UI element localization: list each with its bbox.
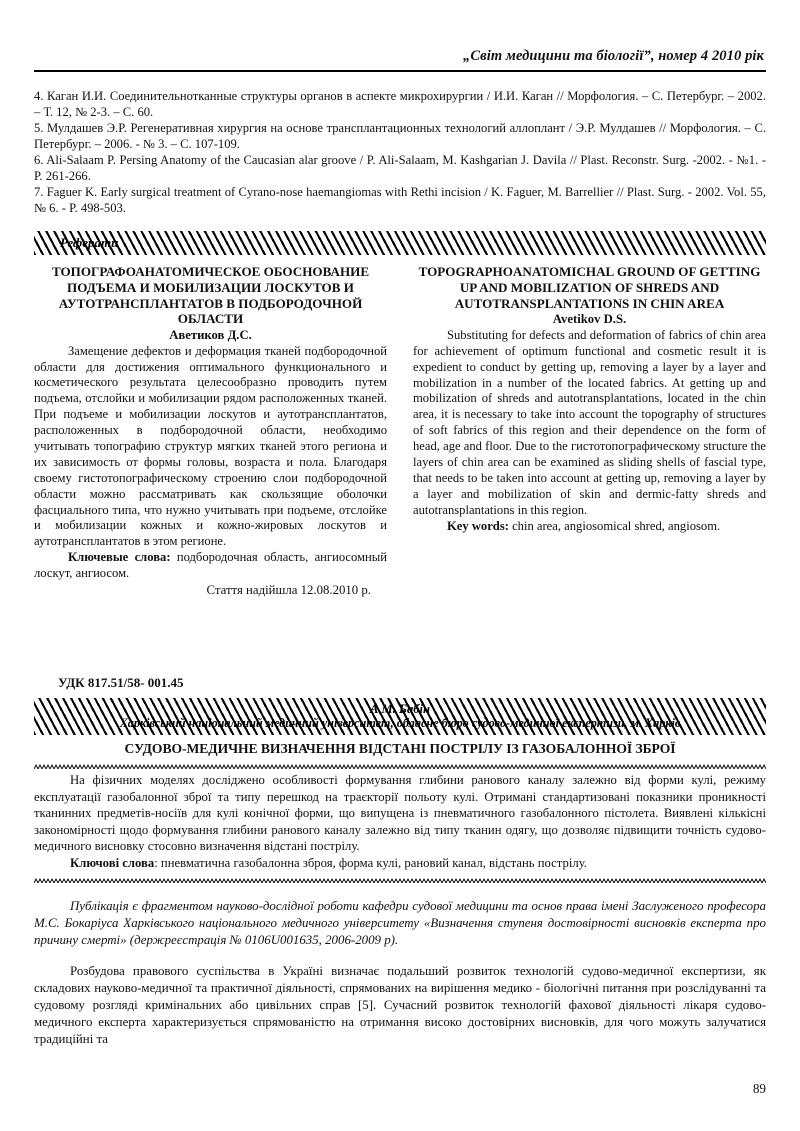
- article-author: А.М. Бабін: [369, 701, 431, 716]
- article-keywords-uk: [34, 855, 766, 872]
- article-title-uk: СУДОВО-МЕДИЧНЕ ВИЗНАЧЕННЯ ВІДСТАНІ ПОСТРІЛУ ІЗ ГАЗОБАЛОННОЇ ЗБРОЇ: [124, 741, 676, 757]
- abstract-keywords-en: [413, 519, 766, 535]
- abstract-author-ru: Аветиков Д.С.: [169, 327, 252, 342]
- article-affiliation: Харківський національний медичний університет, обласне бюро судово-медичної експертизи, м. Харків: [119, 716, 681, 731]
- running-head: „Світ медицини та біології”, номер 4 2010 рік: [463, 48, 764, 64]
- abstracts-section-band: [34, 231, 766, 255]
- keywords-label-en: Key words:: [447, 518, 509, 533]
- abstract-body-ru: Замещение дефектов и деформация тканей подбородочной области для достижения оптимального функционального и косметического результата целесообразно проводить путем подъема, отслойки и мобилизации рядом расположенных тканей. При подъеме и мобилизации лоскутов и аутотрансплантатов, расположенных в подбородочной области, необходимо учитывать топографию структур мягких тканей этого региона и их зависимость от формы головы, возраста и пола. Благодаря своему гистотопографическому строению слои подбородочной области можно рассматривать как скользящие оболочки фасциального типа, что нужно учитывать при подъеме, отслойке и мобилизации кожных и кожно-жировых лоскутов и аутотрансплантатов в этом регионе.: [34, 343, 387, 549]
- bilingual-abstract-block: [34, 264, 766, 598]
- reference-item: 6. Ali-Salaam P. Persing Anatomy of the Caucasian alar groove / P. Ali-Salaam, M. Kashgarian J. Davila // Plast. Reconstr. Surg. -2002. - №1. - Р. 261-266.: [34, 153, 766, 183]
- reference-item: 7. Faguer K. Early surgical treatment of Cyrano-nose haemangiomas with Rethi incision / K. Faguer, M. Barrellier // Plast. Surg. - 2002. Vol. 55, № 6. - Р. 498-503.: [34, 185, 766, 216]
- keywords-label-uk: Ключові слова: [70, 855, 155, 870]
- reference-list: [34, 89, 766, 217]
- keywords-value-en: chin area, angiosomical shred, angiosom.: [508, 518, 721, 533]
- abstract-column-english: [413, 264, 766, 598]
- udc-code: УДК 817.51/58- 001.45: [58, 675, 184, 691]
- abstracts-band-label: Реферати: [60, 234, 119, 250]
- keywords-label-ru: Ключевые слова:: [68, 550, 171, 565]
- reference-item: 5. Мулдашев Э.Р. Регенеративная хирургия на основе трансплантационных технологий аллоплант / Э.Р. Мулдашев // Морфология. – С. Петербург. – 2006. - № 3. – С. 107-109.: [34, 121, 766, 151]
- abstract-column-russian: [34, 264, 387, 598]
- funding-note: Публікація є фрагментом науково-дослідної роботи кафедри судової медицини та основ права імені Заслуженого професора М.С. Бокаріуса Харківського національного медичного університету «Визначення ступеня достовірності висновків експерта про причину смерті» (держреєстрація № 0106U001635, 2006-2009 р).: [34, 899, 766, 948]
- running-head-rule: [34, 70, 766, 72]
- wavy-rule-bottom: [34, 876, 766, 883]
- article-author-band: [34, 698, 766, 735]
- abstract-author-en: Avetikov D.S.: [552, 311, 627, 326]
- submission-date: Стаття надійшла 12.08.2010 р.: [206, 583, 371, 598]
- keywords-value-ru: подбородочная область, ангиосомный лоскут, ангиосом.: [34, 550, 387, 581]
- abstract-keywords-ru: [34, 550, 387, 582]
- abstract-body-en: Substituting for defects and deformation of fabrics of chin area for achievement of optimum functional and cosmetic result it is expedient to conduct by getting up, removing a layer by a layer and mobilization in a number of the located fabrics. At getting up and mobilization of shreds and autotransplantations, located in the chin area, it is necessary to take into account the topography of structures of soft fabrics of this region and their dependence on the form of head, age and floor. Due to the гистотопографическому structure the layers of chin area can be examined as sliding shells of fascial type, that needs to be taken into account at getting up, removing a layer by a layer and mobilization of skin and dermic-fatty shreds and autotransplantations in this region.: [413, 327, 766, 517]
- abstract-title-ru: ТОПОГРАФОАНАТОМИЧЕСКОЕ ОБОСНОВАНИЕ ПОДЪЕМА И МОБИЛИЗАЦИИ ЛОСКУТОВ И АУТОТРАНСПЛАНТАТОВ В ПОДБОРОДОЧНОЙ ОБЛАСТИ: [51, 263, 370, 327]
- abstract-title-en: TOPOGRAPHOANATOMICHAL GROUND OF GETTING UP AND MOBILIZATION OF SHREDS AND AUTOTRANSPLANTATIONS IN CHIN AREA: [418, 263, 761, 311]
- reference-item: 4. Каган И.И. Соединительнотканные структуры органов в аспекте микрохирургии / И.И. Каган // Морфология. – С. Петербург. – 2002. – Т. 12, № 2-3. – С. 60.: [34, 89, 766, 119]
- keywords-value-uk: : пневматична газобалонна зброя, форма кулі, рановий канал, відстань пострілу.: [154, 855, 587, 870]
- article-body-paragraph: Розбудова правового суспільства в Україні визначає подальший розвиток технологій судово-медичної експертизи, як складових науково-медичної та практичної діяльності, спрямованих на вирішення медико - біологічні питання при розслідуванні та судовому розгляді кримінальних або цивільних справ [5]. Сучасний розвиток технологій фахової діяльності лікаря судово-медичного експерта характеризується спрямованістю на отримання високо достовірних висновків, для чого можуть залучатися традиційні та: [34, 963, 766, 1046]
- page-number: 89: [752, 1081, 766, 1096]
- article-abstract-uk: На фізичних моделях досліджено особливості формування глибини ранового каналу залежно від форми кулі, режиму експлуатації газобалонної зброї та типу перешкод на траєкторії польоту кулі. Отримані стандартизовані показники проникності тканинних предметів-носіїв для кулі конічної форми, що випущена із пневматичного газобалонного пістолета. Виявлені кількісні закономірності щодо формування глибини ранового каналу залежно від типу тканин одягу, що дозволяє підвищити точність судово-медичного висновку стосовно визначення відстані пострілу.: [34, 773, 766, 854]
- page-content: [34, 0, 766, 1048]
- wavy-rule-top: [34, 762, 766, 769]
